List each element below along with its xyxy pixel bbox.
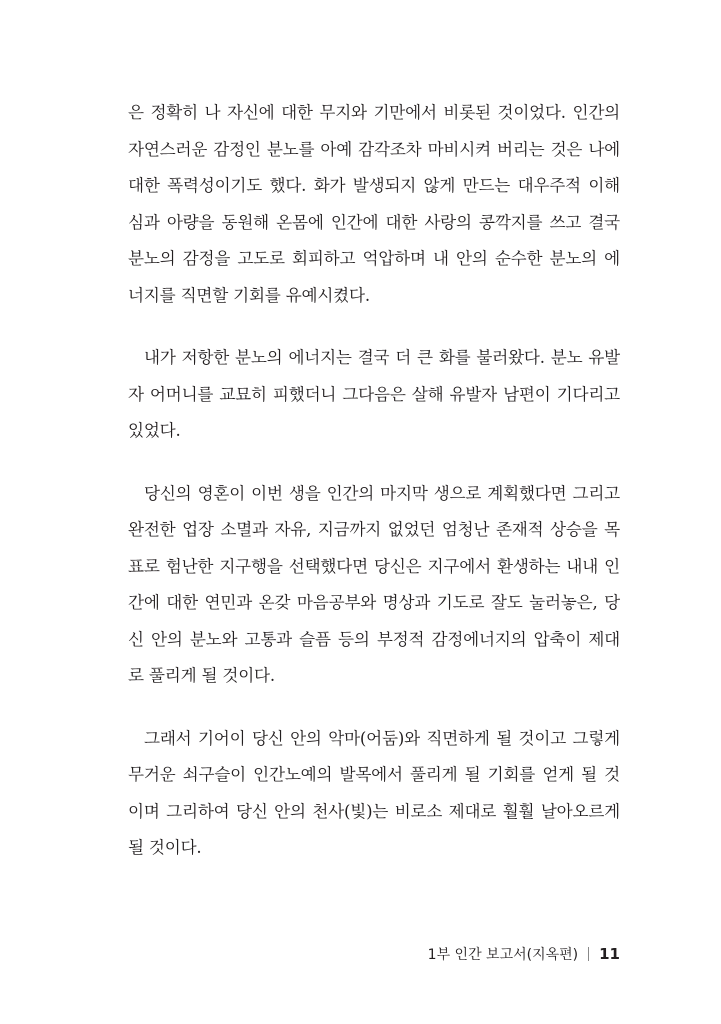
text-line: 은 정확히 나 자신에 대한 무지와 기만에서 비롯된 것이었다. 인간의 (128, 103, 620, 122)
text-line: 자 어머니를 교묘히 피했더니 그다음은 살해 유발자 남편이 기다리고 (128, 384, 620, 404)
text-line: 내가 저항한 분노의 에너지는 결국 더 큰 화를 불러왔다. 분노 유발 (144, 348, 620, 367)
text-line: 당신의 영혼이 이번 생을 인간의 마지막 생으로 계획했다면 그리고 (144, 483, 620, 503)
text-line: 무거운 쇠구슬이 인간노예의 발목에서 풀리게 될 기회를 얻게 될 것 (128, 765, 620, 784)
page-footer (428, 944, 620, 964)
text-line: 있었다. (128, 421, 181, 440)
page-number: 11 (599, 945, 620, 963)
text-line: 될 것이다. (128, 838, 202, 857)
text-line: 분노의 감정을 고도로 회피하고 억압하며 내 안의 순수한 분노의 에 (128, 249, 620, 268)
text-line: 완전한 업장 소멸과 자유, 지금까지 없었던 엄청난 존재적 상승을 목 (128, 520, 620, 539)
footer-divider (588, 947, 589, 961)
text-line: 신 안의 분노와 고통과 슬픔 등의 부정적 감정에너지의 압축이 제대 (128, 629, 620, 649)
text-line: 표로 험난한 지구행을 선택했다면 당신은 지구에서 환생하는 내내 인 (128, 556, 620, 576)
text-line: 로 풀리게 될 것이다. (128, 666, 275, 685)
text-line: 너지를 직면할 기회를 유예시켰다. (128, 285, 370, 305)
text-line: 이며 그리하여 당신 안의 천사(빛)는 비로소 제대로 훨훨 날아오르게 (128, 801, 620, 821)
body-text (128, 95, 620, 867)
text-line: 대한 폭력성이기도 했다. 화가 발생되지 않게 만드는 대우주적 이해 (128, 176, 620, 195)
paragraph-4 (128, 721, 620, 867)
paragraph-3 (128, 476, 620, 695)
text-line: 자연스러운 감정인 분노를 아예 감각조차 마비시켜 버리는 것은 나에 (128, 139, 620, 159)
paragraph-1 (128, 95, 620, 314)
text-line: 심과 아량을 동원해 온몸에 인간에 대한 사랑의 콩깍지를 쓰고 결국 (128, 212, 620, 232)
paragraph-2 (128, 340, 620, 450)
running-header-section: 1부 인간 보고서(지옥편) (427, 947, 579, 963)
text-line: 간에 대한 연민과 온갖 마음공부와 명상과 기도로 잘도 눌러놓은, 당 (128, 593, 620, 612)
text-line: 그래서 기어이 당신 안의 악마(어둠)와 직면하게 될 것이고 그렇게 (144, 728, 620, 748)
